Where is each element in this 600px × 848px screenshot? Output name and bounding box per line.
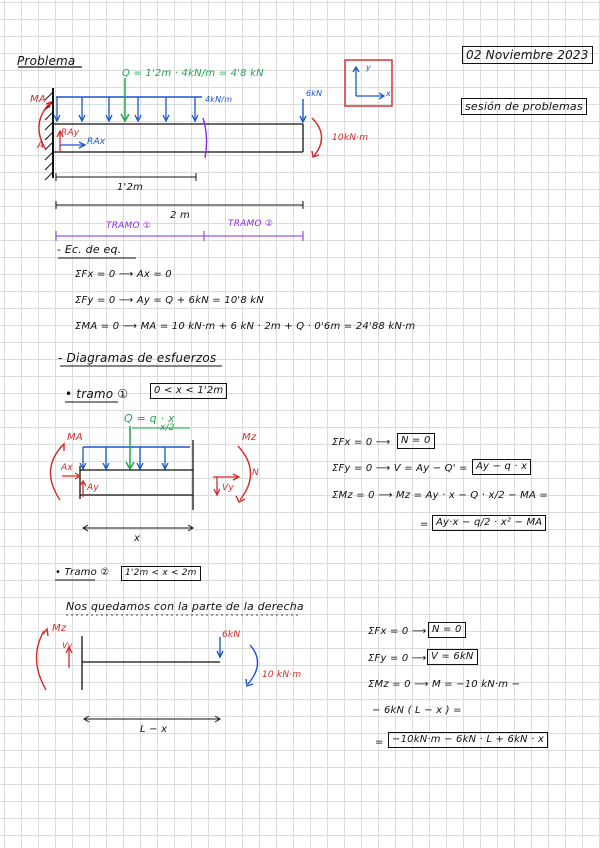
distributed-load-label: 4kN/m xyxy=(205,95,233,104)
reaction-y-label: RAy xyxy=(61,128,80,138)
tramo-1-eq-moment: ΣMz = 0 ⟶ Mz = Ay · x − Q · x/2 − MA = xyxy=(332,490,548,501)
tramo-2-eq-moment: ΣMz = 0 ⟶ M = −10 kN·m − xyxy=(368,679,521,690)
tramo-1-dim: x xyxy=(134,533,141,544)
axis-x-label: x xyxy=(386,89,391,98)
tramo-2-eq-fx: ΣFx = 0 ⟶ xyxy=(368,626,427,637)
tramo-2-range: 1'2m < x < 2m xyxy=(121,566,201,581)
tramo-2-eq-fy-result: V = 6kN xyxy=(427,649,478,665)
tramo-2-v-label: Vy xyxy=(62,641,73,650)
segment-1-label: TRAMO ① xyxy=(106,221,152,231)
applied-moment-label: 10kN·m xyxy=(332,133,369,143)
tramo-2-eq-moment-pre: = xyxy=(375,737,384,748)
support-label: A xyxy=(37,140,45,151)
tramo-1-moment-right: Mz xyxy=(242,432,257,443)
axis-y-label: y xyxy=(366,63,371,72)
tramo-1-ax: Ax xyxy=(61,463,73,473)
tramo-2-moment-label: Mz xyxy=(52,623,67,634)
dim-total-label: 2 m xyxy=(170,210,190,221)
reaction-moment-label: MA xyxy=(30,94,46,105)
tramo-1-eq-fx: ΣFx = 0 ⟶ xyxy=(332,437,391,448)
dim-part-label: 1'2m xyxy=(117,182,144,193)
tramo-1-label: • tramo ① xyxy=(65,387,129,401)
problem-title: Problema xyxy=(17,54,76,68)
tramo-1-range: 0 < x < 1'2m xyxy=(150,383,227,399)
tramo-1-moment-left: MA xyxy=(67,432,83,443)
tramo-2-note: Nos quedamos con la parte de la derecha xyxy=(66,600,304,613)
distributed-load-arrows xyxy=(54,97,198,121)
tramo-2-eq-moment-result: −10kN·m − 6kN · L + 6kN · x xyxy=(388,732,548,748)
equation-fy: ΣFy = 0 ⟶ Ay = Q + 6kN = 10'8 kN xyxy=(75,295,264,306)
tramo-1-half-x: x/2 xyxy=(160,423,175,433)
tramo-1-vy: Vy xyxy=(222,483,234,493)
resultant-label: Q = 1'2m · 4kN/m = 4'8 kN xyxy=(122,68,264,79)
tramo-2-eq-moment-mid: − 6kN ( L − x ) = xyxy=(372,705,462,716)
tramo-1-eq-fy-result: Ay − q · x xyxy=(472,459,531,475)
applied-moment-arc xyxy=(312,118,322,156)
tramo-1-load-label: Q = q · x xyxy=(124,412,175,425)
tramo-1-ay: Ay xyxy=(87,483,99,493)
tramo-1-eq-fx-result: N = 0 xyxy=(397,433,435,449)
diagrams-heading: - Diagramas de esfuerzos xyxy=(58,351,217,365)
tramo-1-eq-fy: ΣFy = 0 ⟶ V = Ay − Q' = xyxy=(332,463,468,474)
segment-2-label: TRAMO ② xyxy=(228,219,274,229)
tramo-1-eq-moment-result: Ay·x − q/2 · x² − MA xyxy=(432,515,546,531)
tramo-1-eq-moment-cont: = xyxy=(420,519,429,530)
tramo-2-eq-fy: ΣFy = 0 ⟶ xyxy=(368,653,427,664)
equilibrium-heading: - Ec. de eq. xyxy=(57,243,122,256)
date-box: 02 Noviembre 2023 xyxy=(462,46,593,64)
session-box: sesión de problemas xyxy=(461,98,587,115)
equation-moment: ΣMA = 0 ⟶ MA = 10 kN·m + 6 kN · 2m + Q · 0'6m = 24'88 kN·m xyxy=(75,321,416,332)
tramo-2-moment: 10 kN·m xyxy=(262,670,302,680)
tramo-2-eq-fx-result: N = 0 xyxy=(428,622,466,638)
tramo-2-label: • Tramo ② xyxy=(55,567,110,578)
tramo-1-n: N xyxy=(252,468,259,478)
tramo-2-point-load: 6kN xyxy=(222,630,241,640)
reaction-x-label: RAx xyxy=(87,137,106,147)
tramo-2-dim: L − x xyxy=(140,724,168,735)
point-load-label: 6kN xyxy=(306,89,323,98)
equation-fx: ΣFx = 0 ⟶ Ax = 0 xyxy=(75,269,172,280)
